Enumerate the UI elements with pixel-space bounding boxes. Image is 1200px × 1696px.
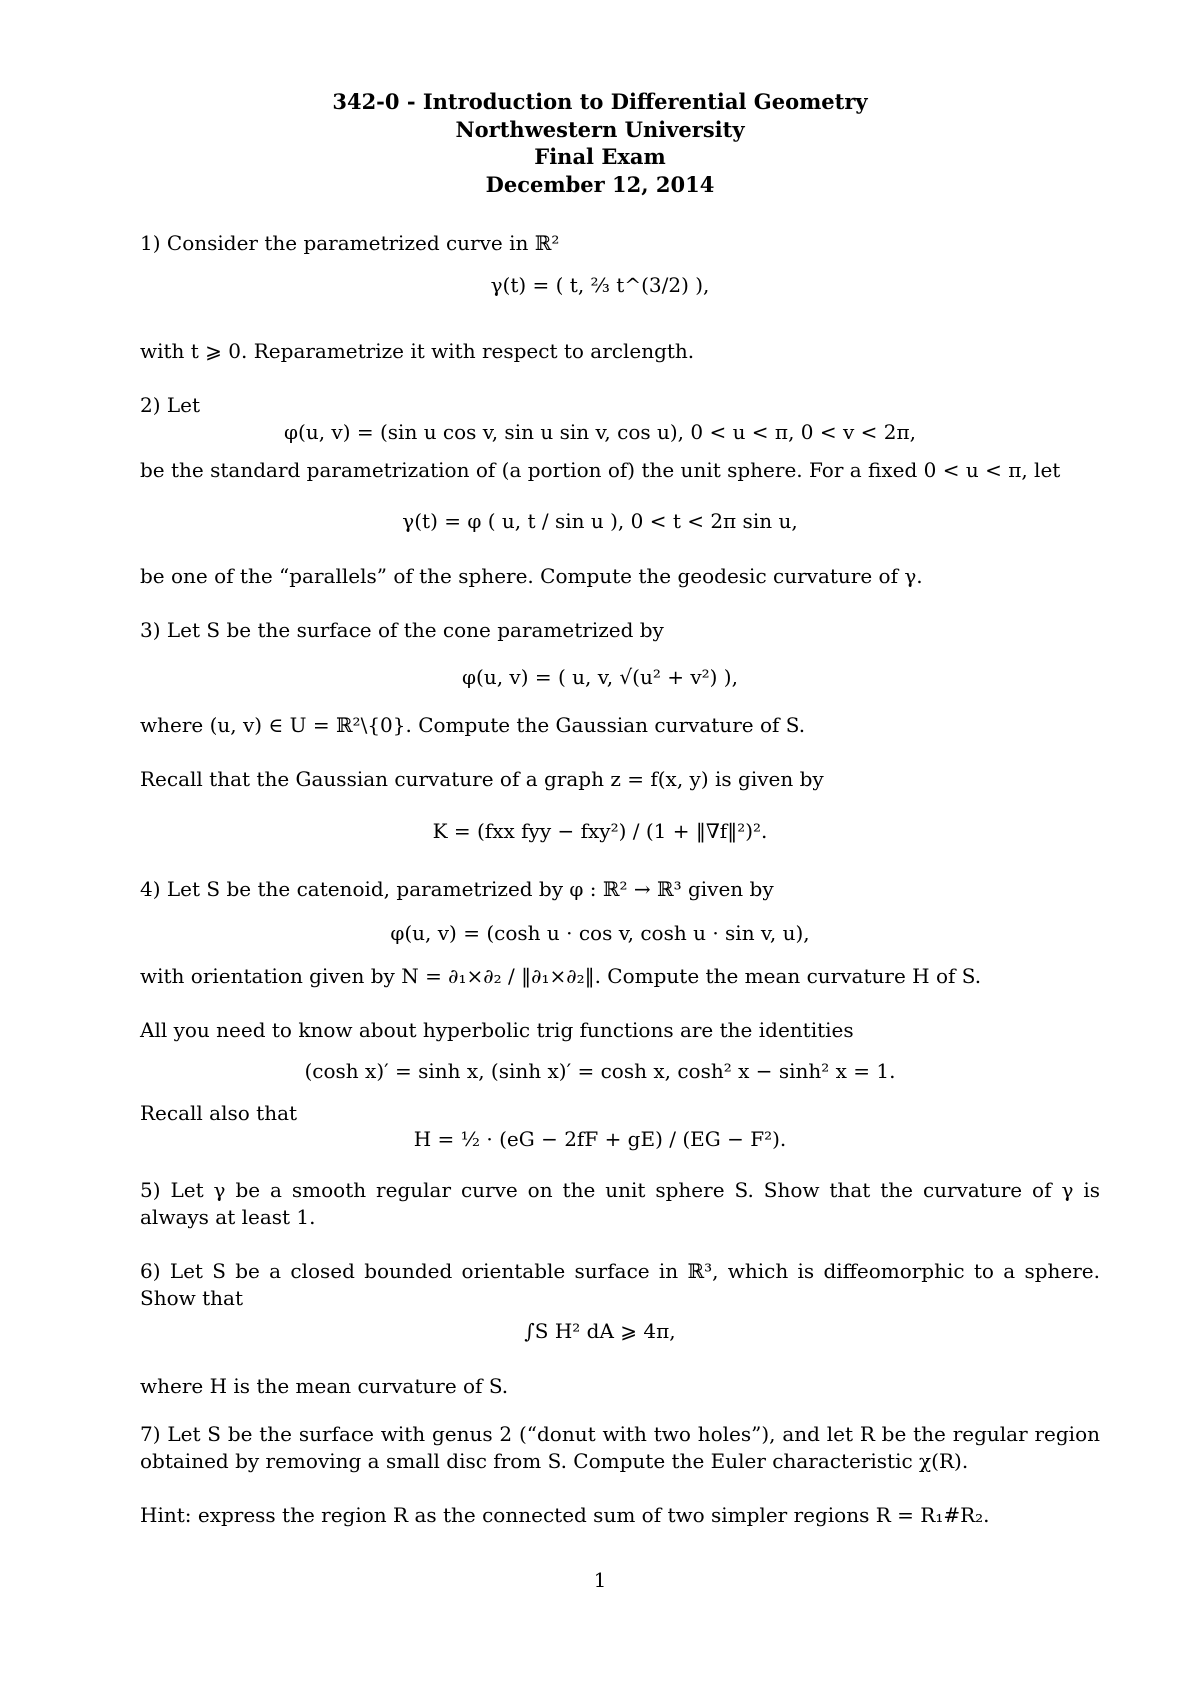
mean-curvature-formula: H = ½ · (eG − 2fF + gE) / (EG − F²).	[413, 1127, 787, 1151]
problem-7-text: 7) Let S be the surface with genus 2 (“donut with two holes”), and let R be the regular region obtained by removing a small disc from S. Compute the Euler characteristic χ(R).	[140, 1422, 1100, 1473]
exam-date: December 12, 2014	[485, 171, 715, 197]
problem-2-equation: φ(u, v) = (sin u cos v, sin u sin v, cos u), 0 < u < π, 0 < v < 2π,	[284, 420, 916, 444]
problem-3-recall: Recall that the Gaussian curvature of a graph z = f(x, y) is given by	[140, 767, 824, 791]
problem-2-equation-2: γ(t) = φ ( u, t / sin u ), 0 < t < 2π sin u,	[402, 509, 798, 533]
problem-2-text: be the standard parametrization of (a portion of) the unit sphere. For a fixed 0 < u < π, let	[140, 458, 1061, 482]
problem-5-text: 5) Let γ be a smooth regular curve on the unit sphere S. Show that the curvature of γ is always at least 1.	[140, 1178, 1100, 1229]
problem-1-equation: γ(t) = ( t, ²⁄₃ t^(3/2) ),	[490, 273, 710, 297]
problem-4-hyperbolic-note: All you need to know about hyperbolic trig functions are the identities	[140, 1018, 854, 1042]
problem-3-intro: 3) Let S be the surface of the cone parametrized by	[140, 618, 664, 642]
problem-6-inequality: ∫S H² dA ⩾ 4π,	[524, 1319, 676, 1343]
problem-4-recall: Recall also that	[140, 1101, 298, 1125]
exam-header	[0, 88, 1200, 198]
problem-2-tail: be one of the “parallels” of the sphere. Compute the geodesic curvature of γ.	[140, 564, 923, 588]
gaussian-curvature-formula: K = (fxx fyy − fxy²) / (1 + ‖∇f‖²)².	[432, 819, 768, 843]
problem-6-text: 6) Let S be a closed bounded orientable surface in ℝ³, which is diffeomorphic to a sphere. Show that	[140, 1259, 1100, 1310]
university-name: Northwestern University	[455, 116, 745, 142]
problem-6-tail: where H is the mean curvature of S.	[140, 1374, 509, 1398]
problem-4-equation: φ(u, v) = (cosh u · cos v, cosh u · sin v, u),	[390, 921, 810, 945]
course-title: 342-0 - Introduction to Differential Geometry	[332, 89, 868, 114]
problem-1-intro: 1) Consider the parametrized curve in ℝ²	[140, 231, 560, 255]
problem-3-text: where (u, v) ∈ U = ℝ²\{0}. Compute the Gaussian curvature of S.	[140, 713, 806, 737]
page-number: 1	[593, 1568, 607, 1592]
exam-title: Final Exam	[534, 144, 666, 169]
hyperbolic-identities: (cosh x)′ = sinh x, (sinh x)′ = cosh x, cosh² x − sinh² x = 1.	[304, 1059, 896, 1083]
problem-4-intro: 4) Let S be the catenoid, parametrized by φ : ℝ² → ℝ³ given by	[140, 877, 774, 901]
problem-3-equation: φ(u, v) = ( u, v, √(u² + v²) ),	[462, 665, 738, 689]
problem-7-hint: Hint: express the region R as the connected sum of two simpler regions R = R₁#R₂.	[140, 1503, 990, 1527]
problem-4-orientation: with orientation given by N = ∂₁×∂₂ / ‖∂₁×∂₂‖. Compute the mean curvature H of S.	[140, 964, 982, 988]
problem-2-label: 2) Let	[140, 393, 201, 417]
problem-1-text: with t ⩾ 0. Reparametrize it with respect to arclength.	[140, 339, 695, 363]
